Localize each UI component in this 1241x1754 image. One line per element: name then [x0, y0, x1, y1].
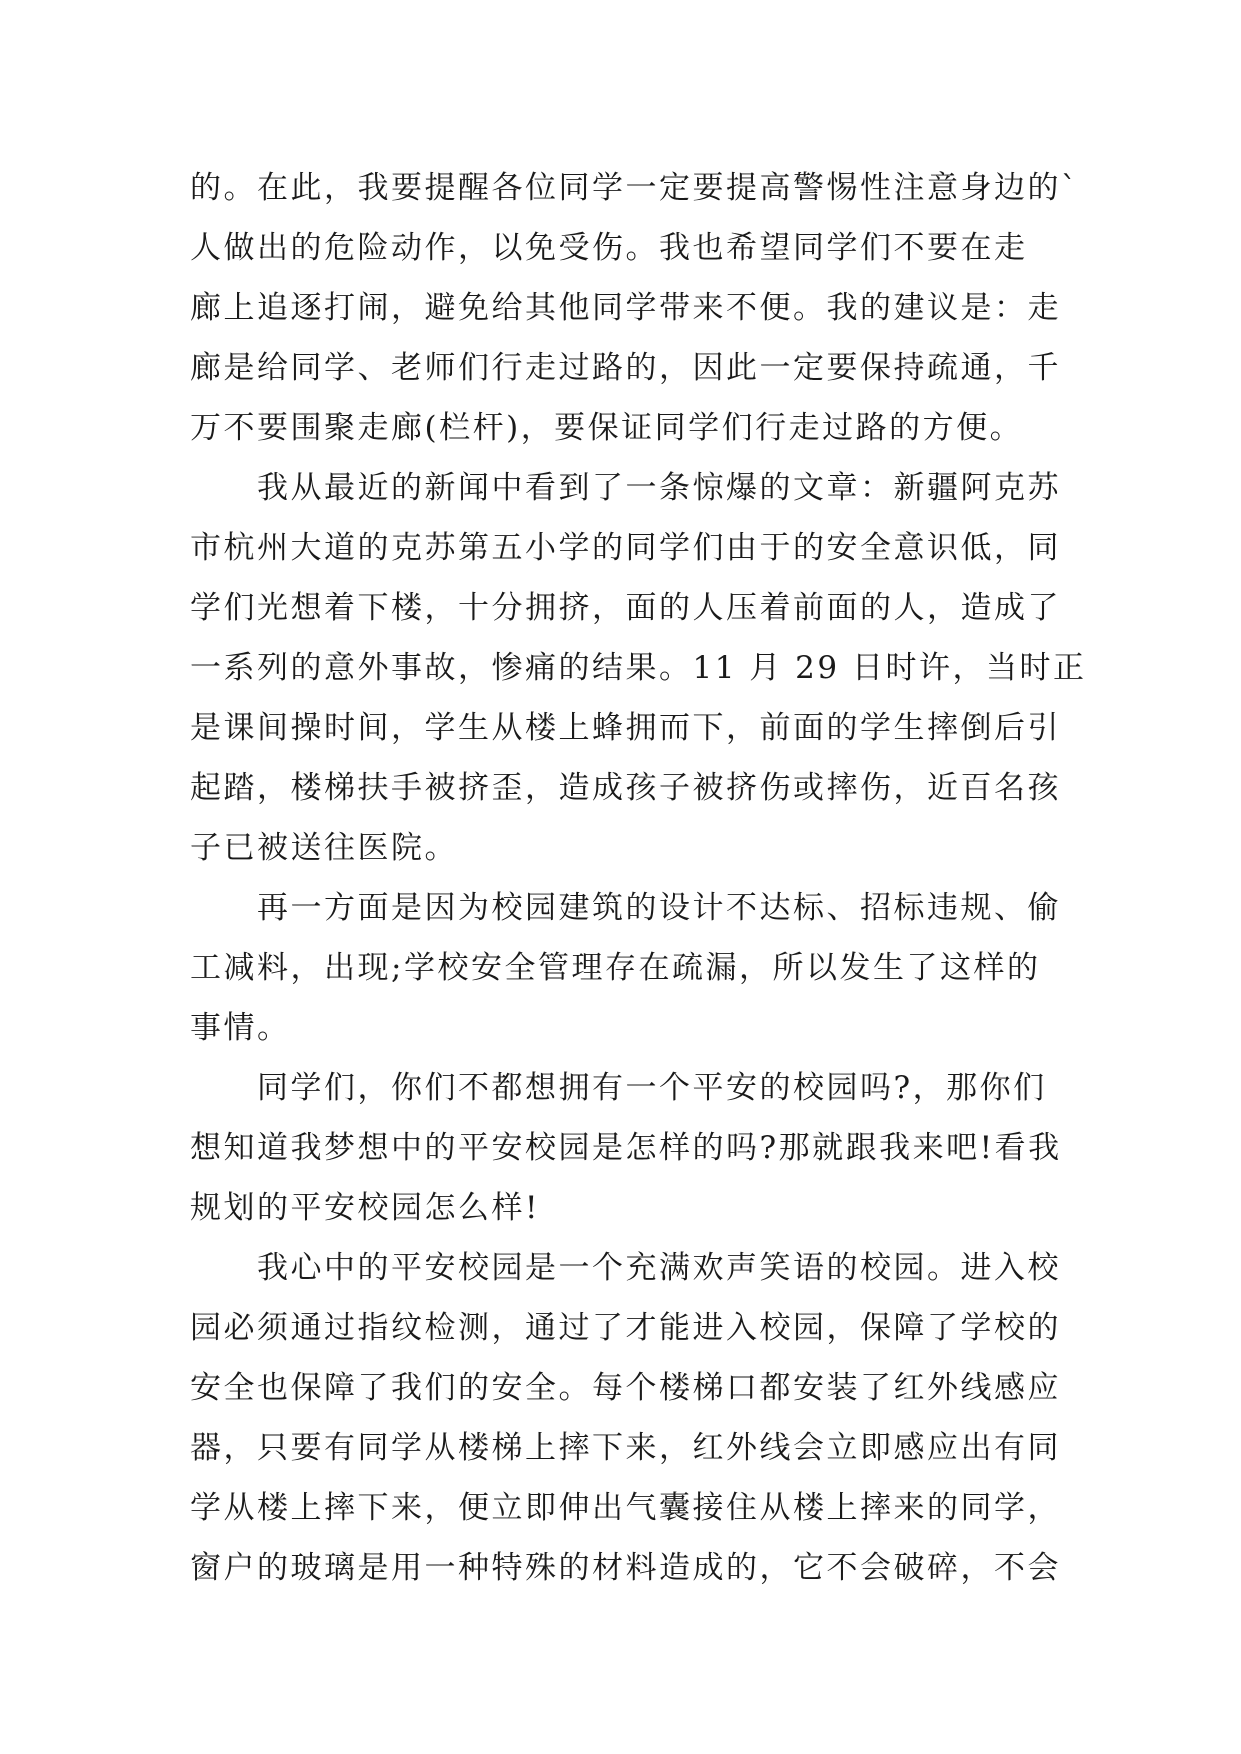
text-line: 工减料，出现;学校安全管理存在疏漏，所以发生了这样的	[190, 950, 1041, 986]
text-line: 学从楼上摔下来，便立即伸出气囊接住从楼上摔来的同学，	[190, 1490, 1061, 1526]
text-line: 想知道我梦想中的平安校园是怎样的吗?那就跟我来吧!看我	[190, 1130, 1062, 1166]
text-line: 一系列的意外事故，惨痛的结果。11 月 29 日时许，当时正	[190, 650, 1087, 686]
text-line: 是课间操时间，学生从楼上蜂拥而下，前面的学生摔倒后引	[190, 710, 1061, 746]
text-line: 再一方面是因为校园建筑的设计不达标、招标违规、偷	[257, 890, 1061, 926]
text-line: 人做出的危险动作，以免受伤。我也希望同学们不要在走	[190, 230, 1028, 266]
text-line: 万不要围聚走廊(栏杆)，要保证同学们行走过路的方便。	[190, 410, 1024, 446]
text-line: 事情。	[190, 1010, 291, 1046]
text-line: 我从最近的新闻中看到了一条惊爆的文章：新疆阿克苏	[257, 470, 1061, 506]
text-line: 同学们，你们不都想拥有一个平安的校园吗?，那你们	[257, 1070, 1047, 1106]
text-line: 起踏，楼梯扶手被挤歪，造成孩子被挤伤或摔伤，近百名孩	[190, 770, 1061, 806]
text-line: 廊上追逐打闹，避免给其他同学带来不便。我的建议是：走	[190, 290, 1061, 326]
text-line: 安全也保障了我们的安全。每个楼梯口都安装了红外线感应	[190, 1370, 1061, 1406]
text-line: 子已被送往医院。	[190, 830, 458, 866]
text-line: 廊是给同学、老师们行走过路的，因此一定要保持疏通，千	[190, 350, 1061, 386]
text-line: 的。在此，我要提醒各位同学一定要提高警惕性注意身边的`	[190, 170, 1079, 206]
text-line: 市杭州大道的克苏第五小学的同学们由于的安全意识低，同	[190, 530, 1061, 566]
text-line: 规划的平安校园怎么样!	[190, 1190, 540, 1226]
text-line: 器，只要有同学从楼梯上摔下来，红外线会立即感应出有同	[190, 1430, 1061, 1466]
text-line: 学们光想着下楼，十分拥挤，面的人压着前面的人，造成了	[190, 590, 1061, 626]
text-line: 我心中的平安校园是一个充满欢声笑语的校园。进入校	[257, 1250, 1061, 1286]
text-line: 窗户的玻璃是用一种特殊的材料造成的，它不会破碎，不会	[190, 1550, 1061, 1586]
body-text	[190, 158, 1087, 1598]
text-line: 园必须通过指纹检测，通过了才能进入校园，保障了学校的	[190, 1310, 1061, 1346]
